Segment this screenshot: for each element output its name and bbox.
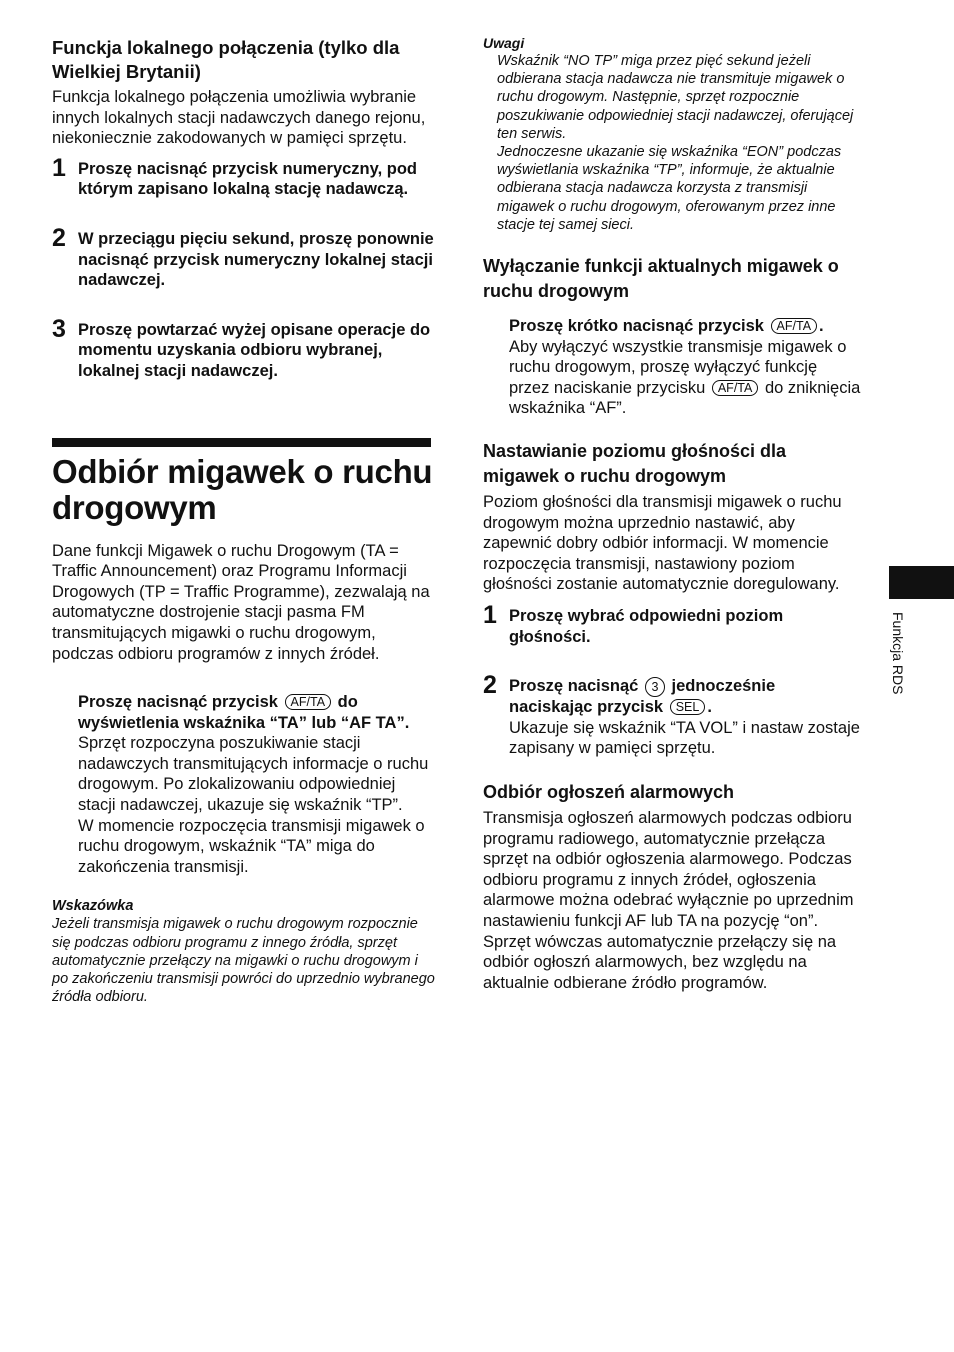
chapter-label: Funkcja RDS [890, 612, 906, 695]
volume-heading: Nastawianie poziomu głośności dla migawek o ruchu drogowym [483, 441, 787, 486]
step-number: 2 [52, 223, 66, 252]
af-ta-button-label: AF/TA [285, 694, 332, 710]
notes-title: Uwagi [483, 35, 525, 51]
ta-off-instruction-heading: Proszę krótko nacisnąć przycisk AF/TA . [509, 317, 824, 336]
local-step-2 [52, 223, 437, 291]
volume-step-2-pre: Proszę nacisnąć [509, 677, 639, 696]
step-text: Proszę wybrać odpowiedni poziom głośności. [509, 606, 784, 646]
local-function-heading: Funckja lokalnego połączenia (tylko dla Wielkiej Brytanii) [52, 37, 400, 82]
step-number: 2 [483, 671, 497, 700]
section-intro: Dane funkcji Migawek o ruchu Drogowym (TA = Traffic Announcement) oraz Programu Informacji Drogowych (TP = Traffic Programme), zezwalają na automatyczne dostrojenie stacji pasma FM transmitujących migawki o ruchu drogowym, podczas odbioru programów z innych źródeł. [52, 541, 430, 663]
step-text: Proszę powtarzać wyżej opisane operacje do momentu uzyskania odbioru wybranej, lokalnej stacji nadawczej. [78, 320, 431, 380]
alarm-heading: Odbiór ogłoszeń alarmowych [483, 781, 735, 802]
af-ta-button-label: AF/TA [771, 318, 818, 334]
volume-step-1 [483, 600, 861, 647]
step-text: Proszę nacisnąć 3 jednocześnie naciskając przycisk SEL . [509, 677, 776, 717]
ta-instruction-pre: Proszę nacisnąć przycisk [78, 693, 278, 712]
ta-instruction-post: do wyświetlenia wskaźnika “TA” lub “AF TA”. [78, 693, 410, 732]
ta-off-body-pre: Aby wyłączyć wszystkie transmisje migawek o ruchu drogowym, proszę wyłączyć funkcję przez naciskanie przycisku [509, 337, 847, 397]
notes-paragraph-1: Wskaźnik “NO TP” miga przez pięć sekund jeżeli odbierana stacja nadawcza nie transmituje migawek o ruchu drogowym. Następnie, sprzęt rozpocznie poszukiwanie odpowiedniej stacji nadawczej, oferującej ten serwis. [497, 53, 854, 142]
ta-instruction [52, 692, 437, 877]
chapter-tab [889, 566, 954, 599]
number-3-button-label: 3 [645, 677, 665, 697]
section-title: Odbiór migawek o ruchu drogowym [52, 452, 433, 526]
right-column [483, 34, 861, 993]
ta-off-body [509, 337, 861, 419]
left-column [52, 36, 437, 1006]
ta-off-heading: Wyłączanie funkcji aktualnych migawek o ruchu drogowym [483, 256, 839, 302]
step-number: 3 [52, 314, 66, 343]
ta-instruction-heading [78, 692, 437, 733]
ta-off-body-post: do zniknięcia wskaźnika “AF”. [509, 378, 861, 418]
volume-step-2-body: Ukazuje się wskaźnik “TA VOL” i nastaw zostaje zapisany w pamięci sprzętu. [509, 718, 860, 758]
step-number: 1 [483, 600, 497, 629]
ta-instruction-body-1: Sprzęt rozpoczyna poszukiwanie stacji nadawczych transmitujących informacje o ruchu drogowym. Po zlokalizowaniu odpowiedniej stacji nadawczej, ukazuje się wskaźnik “TP”. [78, 734, 429, 815]
volume-step-2 [483, 671, 861, 759]
ta-instruction-body-2: W momencie rozpoczęcia transmisji migawek o ruchu drogowym, wskaźnik “TA” miga do zakończenia transmisji. [78, 816, 425, 876]
sel-button-label: SEL [670, 699, 706, 715]
ta-off-instruction [483, 316, 861, 419]
local-function-intro: Funkcja lokalnego połączenia umożliwia wybranie innych lokalnych stacji nadawczych danego rejonu, niekoniecznie zakodowanych w pamięci sprzętu. [52, 88, 426, 148]
volume-step-2-mid: jednocześnie naciskając przycisk [509, 677, 776, 717]
step-text: W przeciągu pięciu sekund, proszę ponownie nacisnąć przycisk numeryczny lokalnej stacji nadawczej. [78, 229, 434, 290]
section-divider [52, 438, 431, 447]
notes-body [483, 52, 861, 234]
step-text: Proszę nacisnąć przycisk numeryczny, pod którym zapisano lokalną stację nadawczą. [78, 159, 417, 199]
notes-paragraph-2: Jednoczesne ukazanie się wskaźnika “EON” podczas wyświetlania wskaźnika “TP”, informuje, że aktualnie odbierana stacja nadawcza korzysta z transmisji migawek o ruchu drogowym, oferowanym przez inne stacje tej samej sieci. [497, 144, 842, 233]
tip-title: Wskazówka [52, 898, 134, 915]
volume-intro: Poziom głośności dla transmisji migawek o ruchu drogowym można uprzednio nastawić, aby zapewnić dobry odbiór informacji. W momencie rozpoczęcia transmisji, nastawiony poziom głośności zostanie automatycznie doregulowany. [483, 493, 842, 594]
ta-off-pre: Proszę krótko nacisnąć przycisk [509, 317, 764, 336]
local-step-3 [52, 314, 437, 382]
alarm-body: Transmisja ogłoszeń alarmowych podczas odbioru programu radiowego, automatycznie przełącza sprzęt na odbiór ogłoszenia alarmowego. Podczas odbioru programu z innych źródeł, ogłoszenia alarmowe można odebrać wyłącznie po uprzednim nastawieniu funkcji AF lub TA na pozycję “on”. Sprzęt wówczas automatycznie przełączy się na odbiór ogłoszń alarmowych, bez względu na aktualnie odbierane źródło programów. [483, 808, 854, 992]
af-ta-button-label: AF/TA [712, 380, 759, 396]
step-number: 1 [52, 153, 66, 182]
tip-body: Jeżeli transmisja migawek o ruchu drogowym rozpocznie się podczas odbioru programu z innego źródła, sprzęt automatycznie przełączy na migawki o ruchu drogowym i po zakończeniu transmisji powróci do uprzednio wybranego źródła odbioru. [52, 916, 435, 1006]
local-step-1 [52, 153, 437, 200]
